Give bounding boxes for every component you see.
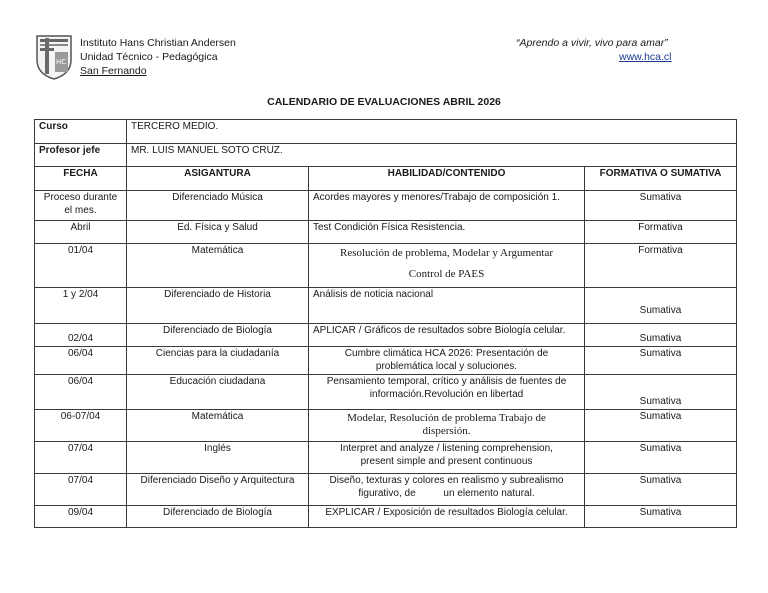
cell-asignatura: Diferenciado Música: [127, 191, 309, 221]
cell-contenido: Cumbre climática HCA 2026: Presentación de problemática local y soluciones.: [309, 347, 585, 375]
cell-tipo: Sumativa: [585, 474, 737, 506]
cell-asignatura: Diferenciado de Historia: [127, 288, 309, 324]
cell-fecha: 1 y 2/04: [35, 288, 127, 324]
cell-fecha: 02/04: [35, 324, 127, 347]
cell-tipo: Sumativa: [585, 375, 737, 410]
cell-contenido: Diseño, texturas y colores en realismo y subrealismo figurativo, de un elemento natural.: [309, 474, 585, 506]
cell-contenido: Test Condición Física Resistencia.: [309, 221, 585, 244]
cell-fecha: 07/04: [35, 474, 127, 506]
table-row: [35, 324, 737, 347]
cell-tipo: Sumativa: [585, 410, 737, 442]
course-label: Curso: [35, 120, 127, 144]
cell-contenido-line2: Control de PAES: [408, 268, 485, 280]
teacher-label: Profesor jefe: [35, 144, 127, 167]
cell-contenido: EXPLICAR / Exposición de resultados Biología celular.: [309, 506, 585, 528]
column-header-row: [35, 167, 737, 191]
cell-asignatura: Inglés: [127, 442, 309, 474]
table-row: [35, 221, 737, 244]
document-title: CALENDARIO DE EVALUACIONES ABRIL 2026: [267, 96, 501, 108]
course-row: [35, 120, 737, 144]
cell-tipo: Sumativa: [585, 191, 737, 221]
cell-contenido: Pensamiento temporal, crítico y análisis de fuentes de información.Revolución en libertad: [309, 375, 585, 410]
school-motto: “Aprendo a vivir, vivo para amar”: [516, 37, 668, 49]
table-row: [35, 375, 737, 410]
school-crest-icon: [34, 34, 74, 80]
cell-asignatura: Diferenciado de Biología: [127, 506, 309, 528]
svg-text:HC: HC: [56, 58, 67, 66]
cell-fecha: Abril: [35, 221, 127, 244]
teacher-row: [35, 144, 737, 167]
cell-asignatura: Matemática: [127, 244, 309, 288]
cell-tipo: Formativa: [585, 221, 737, 244]
column-header-asignatura: ASIGANTURA: [127, 167, 309, 191]
cell-tipo: Sumativa: [585, 442, 737, 474]
cell-tipo: Sumativa: [585, 506, 737, 528]
table-row: [35, 506, 737, 528]
website-link[interactable]: www.hca.cl: [619, 51, 672, 63]
cell-asignatura: Ciencias para la ciudadanía: [127, 347, 309, 375]
cell-tipo: Sumativa: [585, 288, 737, 324]
course-value: TERCERO MEDIO.: [127, 120, 737, 144]
cell-asignatura: Ed. Física y Salud: [127, 221, 309, 244]
cell-contenido: APLICAR / Gráficos de resultados sobre Biología celular.: [309, 324, 585, 347]
cell-asignatura: Matemática: [127, 410, 309, 442]
cell-tipo: Formativa: [585, 244, 737, 288]
column-header-contenido: HABILIDAD/CONTENIDO: [309, 167, 585, 191]
cell-asignatura: Educación ciudadana: [127, 375, 309, 410]
table-row: [35, 191, 737, 221]
table-row: [35, 244, 737, 288]
cell-contenido: Acordes mayores y menores/Trabajo de composición 1.: [309, 191, 585, 221]
cell-contenido: Modelar, Resolución de problema Trabajo de dispersión.: [309, 410, 585, 442]
table-row: [35, 347, 737, 375]
cell-fecha: 06-07/04: [35, 410, 127, 442]
cell-contenido: [309, 244, 585, 288]
cell-contenido: Interpret and analyze / listening comprehension, present simple and present continuous: [309, 442, 585, 474]
school-name: Instituto Hans Christian Andersen: [80, 37, 236, 49]
cell-asignatura: Diferenciado de Biología: [127, 324, 309, 347]
table-row: [35, 410, 737, 442]
evaluation-calendar-table: [34, 119, 737, 528]
cell-tipo: Sumativa: [585, 324, 737, 347]
cell-fecha: 09/04: [35, 506, 127, 528]
cell-contenido: Análisis de noticia nacional: [309, 288, 585, 324]
table-row: [35, 288, 737, 324]
city-link[interactable]: San Fernando: [80, 65, 147, 77]
column-header-tipo: FORMATIVA O SUMATIVA: [585, 167, 737, 191]
cell-fecha: 06/04: [35, 347, 127, 375]
cell-fecha: Proceso durante el mes.: [35, 191, 127, 221]
cell-fecha: 07/04: [35, 442, 127, 474]
cell-fecha: 06/04: [35, 375, 127, 410]
cell-fecha: 01/04: [35, 244, 127, 288]
cell-asignatura: Diferenciado Diseño y Arquitectura: [127, 474, 309, 506]
column-header-fecha: FECHA: [35, 167, 127, 191]
unit-name: Unidad Técnico - Pedagógica: [80, 51, 218, 63]
table-row: [35, 442, 737, 474]
cell-tipo: Sumativa: [585, 347, 737, 375]
cell-contenido-line1: Resolución de problema, Modelar y Argumentar: [339, 247, 554, 259]
table-row: [35, 474, 737, 506]
teacher-value: MR. LUIS MANUEL SOTO CRUZ.: [127, 144, 737, 167]
